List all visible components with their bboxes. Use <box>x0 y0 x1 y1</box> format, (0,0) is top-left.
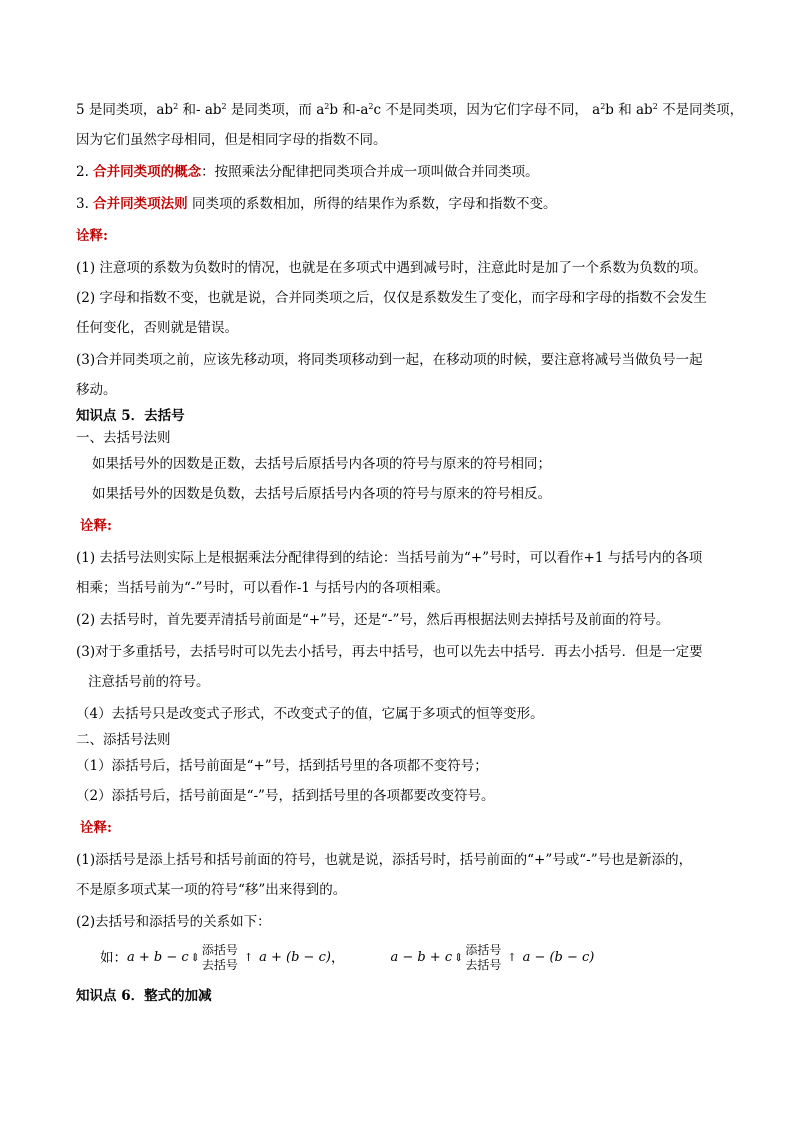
rule-negative: 如果括号外的因数是负数，去括号后原括号内各项的符号与原来的符号相反。 <box>92 486 551 502</box>
note-2-item-3: (3)对于多重括号，去括号时可以先去小括号，再去中括号，也可以先去中括号．再去小括号．但是一定要 <box>76 644 703 660</box>
bracket-relation-formula: 如： a + b − c ⇕ 添括号 去括号 ↑ a + (b − c) ， a − b + c ⇕ 添括号 去括号 ↑ a − (b − c) <box>100 943 595 972</box>
note-2-item-3-cont: 注意括号前的符号。 <box>88 674 210 690</box>
subsection-remove-brackets: 一、去括号法则 <box>76 430 171 446</box>
arrow-up-down-icon: ⇕ <box>454 951 464 964</box>
note-1-item-1: (1) 注意项的系数为负数时的情况，也就是在多项式中遇到减号时，注意此时是加了一个系数为负数的项。 <box>76 260 707 276</box>
note-2-item-1-cont: 相乘；当括号前为“-”号时，可以看作-1 与括号内的各项相乘。 <box>76 580 450 596</box>
note-1-item-3: (3)合并同类项之前，应该先移动项，将同类项移动到一起，在移动项的时候，要注意将减号当做负号一起 <box>76 352 703 368</box>
formula-lhs-1: a + b − c <box>127 950 189 965</box>
note-2-item-1: (1) 去括号法则实际上是根据乘法分配律得到的结论：当括号前为“+”号时，可以看作+1 与括号内的各项 <box>76 550 703 566</box>
note-heading-1: 诠释: <box>76 228 108 244</box>
add-rule-2: （2）添括号后，括号前面是“-”号，括到括号里的各项都要改变符号。 <box>76 788 495 804</box>
formula-rhs-1: a + (b − c) <box>259 950 331 965</box>
formula-arrow-labels-2: 添括号 去括号 <box>465 943 502 972</box>
combine-concept-item: 2. 合并同类项的概念：按照乘法分配律把同类项合并成一项叫做合并同类项。 <box>76 164 539 180</box>
combine-rule-item: 3. 合并同类项法则 同类项的系数相加，所得的结果作为系数，字母和指数不变。 <box>76 196 557 212</box>
note-2-item-2: (2) 去括号时，首先要弄清括号前面是“+”号，还是“-”号，然后再根据法则去掉括号及前面的符号。 <box>76 612 670 628</box>
section-heading-5: 知识点 5．去括号 <box>76 408 185 424</box>
note-1-item-2: (2) 字母和指数不变，也就是说，合并同类项之后，仅仅是系数发生了变化，而字母和字母的指数不会发生 <box>76 290 707 306</box>
rule-positive: 如果括号外的因数是正数，去括号后原括号内各项的符号与原来的符号相同； <box>92 456 551 472</box>
arrow-up-icon: ↑ <box>507 951 517 964</box>
note-3-item-1-cont: 不是原多项式某一项的符号“移”出来得到的。 <box>76 882 347 898</box>
formula-arrow-labels-1: 添括号 去括号 <box>201 943 238 972</box>
note-heading-2: 诠释: <box>80 518 112 534</box>
arrow-up-icon: ↑ <box>243 951 254 964</box>
section-heading-6: 知识点 6．整式的加减 <box>76 988 212 1004</box>
subsection-add-brackets: 二、添括号法则 <box>76 732 171 748</box>
arrow-up-down-icon: ⇕ <box>190 951 200 964</box>
note-3-item-1: (1)添括号是添上括号和括号前面的符号，也就是说，添括号时，括号前面的“+”号或“-”号也是新添的， <box>76 852 693 868</box>
like-terms-example-line: 5 是同类项，$ab^2$ 和- $ab^2$ 是同类项，而 $a^2b$ 和$-a^2c$ 不是同类项，因为它们字母不同， $a^2b$ 和 $ab^2$ 不是同类项， <box>76 102 744 118</box>
note-3-item-2: (2)去括号和添括号的关系如下： <box>76 914 271 930</box>
note-2-item-4: （4）去括号只是改变式子形式，不改变式子的值，它属于多项式的恒等变形。 <box>76 706 544 722</box>
formula-lhs-2: a − b + c <box>390 950 453 965</box>
like-terms-example-line-2: 因为它们虽然字母相同，但是相同字母的指数不同。 <box>76 132 387 148</box>
add-rule-1: （1）添括号后，括号前面是“+”号，括到括号里的各项都不变符号； <box>76 758 488 774</box>
formula-rhs-2: a − (b − c) <box>522 950 595 965</box>
note-heading-3: 诠释: <box>80 820 112 836</box>
note-1-item-3-cont: 移动。 <box>76 382 117 398</box>
note-1-item-2-cont: 任何变化，否则就是错误。 <box>76 320 238 336</box>
